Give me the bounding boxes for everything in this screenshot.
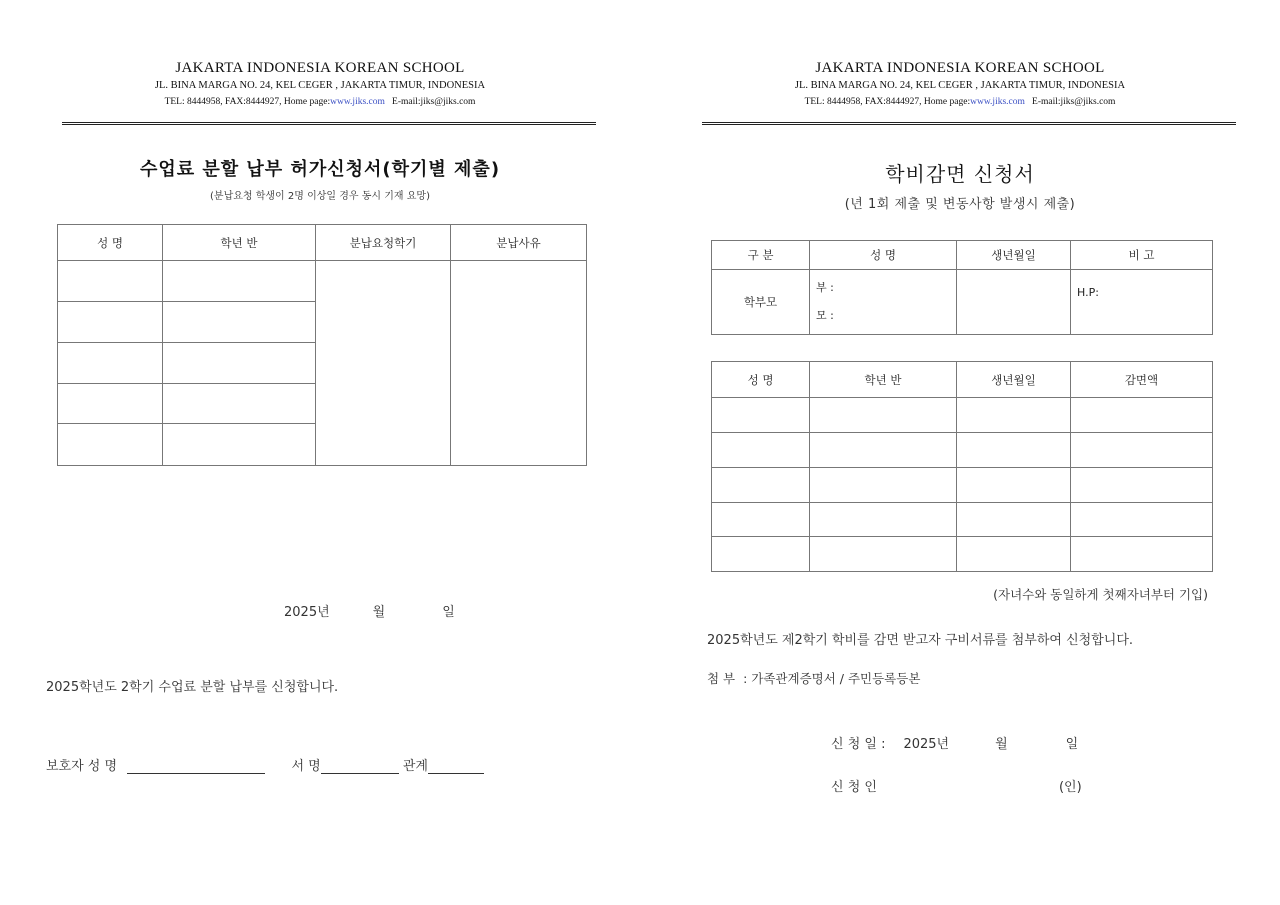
grade-class-cell[interactable] xyxy=(810,398,957,433)
student-reduction-table xyxy=(711,361,1213,572)
table-row xyxy=(712,503,1213,537)
grade-class-cell[interactable] xyxy=(810,468,957,503)
birthdate-cell[interactable] xyxy=(957,537,1071,572)
col-header-grade-class: 학년 반 xyxy=(810,362,957,398)
table-header-row xyxy=(712,362,1213,398)
table-row xyxy=(712,468,1213,503)
name-cell[interactable] xyxy=(712,398,810,433)
school-address: JL. BINA MARGA NO. 24, KEL CEGER , JAKARTA TIMUR, INDONESIA xyxy=(794,80,1126,91)
table-header-row xyxy=(712,241,1213,270)
form-subtitle: (년 1회 제출 및 변동사항 발생시 제출) xyxy=(844,197,1076,212)
attachment-value: : 가족관계증명서 / 주민등록등본 xyxy=(743,671,921,686)
col-header-grade-class: 학년 반 xyxy=(163,225,316,261)
application-statement: 2025학년도 제2학기 학비를 감면 받고자 구비서류를 첨부하여 신청합니다. xyxy=(707,633,1134,648)
header-divider xyxy=(62,122,596,125)
date-year: 2025년 xyxy=(284,605,330,620)
name-cell[interactable] xyxy=(58,384,163,424)
name-cell[interactable] xyxy=(58,424,163,466)
attachment-line xyxy=(707,669,920,687)
name-cell[interactable] xyxy=(58,302,163,343)
school-contact xyxy=(640,97,1280,107)
contact-phone-fax: TEL: 8444958, FAX:8444927, Home page: xyxy=(164,97,331,107)
hp-label: H.P: xyxy=(1077,286,1099,299)
school-address: JL. BINA MARGA NO. 24, KEL CEGER , JAKARTA TIMUR, INDONESIA xyxy=(154,80,486,91)
col-header-category: 구 분 xyxy=(712,241,810,270)
school-contact xyxy=(0,97,640,107)
parent-row xyxy=(712,270,1213,335)
form-title: 학비감면 신청서 xyxy=(885,162,1035,186)
grade-class-cell[interactable] xyxy=(163,261,316,302)
form-subtitle: (분납요청 학생이 2명 이상일 경우 동시 기재 요망) xyxy=(210,191,430,202)
installment-table xyxy=(57,224,587,466)
col-header-name: 성 명 xyxy=(58,225,163,261)
col-header-reduction-amount: 감면액 xyxy=(1071,362,1213,398)
date-day: 일 xyxy=(442,605,455,620)
table-note: (자녀수와 동일하게 첫째자녀부터 기입) xyxy=(993,587,1208,602)
table-header-row xyxy=(58,225,587,261)
col-header-birthdate: 생년월일 xyxy=(957,362,1071,398)
form-title: 수업료 분할 납부 허가신청서(학기별 제출) xyxy=(139,159,501,180)
sign-label: 서 명 xyxy=(291,759,321,774)
grade-class-cell[interactable] xyxy=(163,302,316,343)
tuition-reduction-form-page xyxy=(640,0,1280,905)
grade-class-cell[interactable] xyxy=(810,537,957,572)
grade-class-cell[interactable] xyxy=(163,424,316,466)
table-row xyxy=(58,261,587,302)
attachment-label: 첨 부 xyxy=(707,671,736,686)
date-month: 월 xyxy=(995,737,1008,752)
homepage-link[interactable]: www.jiks.com xyxy=(330,97,385,107)
reduction-amount-cell[interactable] xyxy=(1071,503,1213,537)
grade-class-cell[interactable] xyxy=(163,343,316,384)
birthdate-cell[interactable] xyxy=(957,433,1071,468)
application-statement: 2025학년도 2학기 수업료 분할 납부를 신청합니다. xyxy=(46,680,339,695)
email-address: E-mail:jiks@jiks.com xyxy=(1032,97,1116,107)
name-cell[interactable] xyxy=(712,468,810,503)
name-cell[interactable] xyxy=(712,433,810,468)
col-header-remarks: 비 고 xyxy=(1071,241,1213,270)
parent-row-label: 학부모 xyxy=(712,270,810,335)
applicant-label: 신 청 인 xyxy=(831,780,877,795)
grade-class-cell[interactable] xyxy=(810,433,957,468)
parent-names-cell[interactable] xyxy=(810,270,957,335)
parent-birthdate-cell[interactable] xyxy=(957,270,1071,335)
birthdate-cell[interactable] xyxy=(957,398,1071,433)
col-header-name: 성 명 xyxy=(712,362,810,398)
father-label: 부 : xyxy=(816,281,834,294)
relation-label: 관계 xyxy=(402,759,428,774)
table-row xyxy=(712,433,1213,468)
contact-phone-fax: TEL: 8444958, FAX:8444927, Home page: xyxy=(804,97,971,107)
seal-mark: (인) xyxy=(1058,780,1082,795)
mother-label: 모 : xyxy=(816,309,834,322)
name-cell[interactable] xyxy=(712,503,810,537)
birthdate-cell[interactable] xyxy=(957,468,1071,503)
semester-cell[interactable] xyxy=(316,261,451,466)
col-header-reason: 분납사유 xyxy=(451,225,587,261)
name-cell[interactable] xyxy=(712,537,810,572)
reduction-amount-cell[interactable] xyxy=(1071,537,1213,572)
application-date xyxy=(284,601,455,620)
name-cell[interactable] xyxy=(58,261,163,302)
date-year: 2025년 xyxy=(903,737,950,752)
col-header-semester: 분납요청학기 xyxy=(316,225,451,261)
name-cell[interactable] xyxy=(58,343,163,384)
sign-field[interactable] xyxy=(321,760,399,774)
signature-line xyxy=(46,755,484,774)
school-name: JAKARTA INDONESIA KOREAN SCHOOL xyxy=(175,60,465,76)
reduction-amount-cell[interactable] xyxy=(1071,468,1213,503)
table-row xyxy=(712,537,1213,572)
header-divider xyxy=(702,122,1236,125)
email-address: E-mail:jiks@jiks.com xyxy=(392,97,476,107)
reason-cell[interactable] xyxy=(451,261,587,466)
date-month: 월 xyxy=(372,605,386,620)
guardian-name-label: 보호자 성 명 xyxy=(46,759,118,774)
phone-cell[interactable] xyxy=(1071,270,1213,335)
reduction-amount-cell[interactable] xyxy=(1071,398,1213,433)
col-header-name: 성 명 xyxy=(810,241,957,270)
grade-class-cell[interactable] xyxy=(163,384,316,424)
application-date xyxy=(831,733,1078,752)
col-header-birthdate: 생년월일 xyxy=(957,241,1071,270)
reduction-amount-cell[interactable] xyxy=(1071,433,1213,468)
date-label: 신 청 일 : xyxy=(831,737,886,752)
guardian-name-field[interactable] xyxy=(127,760,265,774)
homepage-link[interactable]: www.jiks.com xyxy=(970,97,1025,107)
school-name: JAKARTA INDONESIA KOREAN SCHOOL xyxy=(815,60,1105,76)
parent-info-table xyxy=(711,240,1213,335)
applicant-line xyxy=(831,776,1082,795)
birthdate-cell[interactable] xyxy=(957,503,1071,537)
date-day: 일 xyxy=(1065,737,1079,752)
grade-class-cell[interactable] xyxy=(810,503,957,537)
relation-field[interactable] xyxy=(428,760,484,774)
table-row xyxy=(712,398,1213,433)
